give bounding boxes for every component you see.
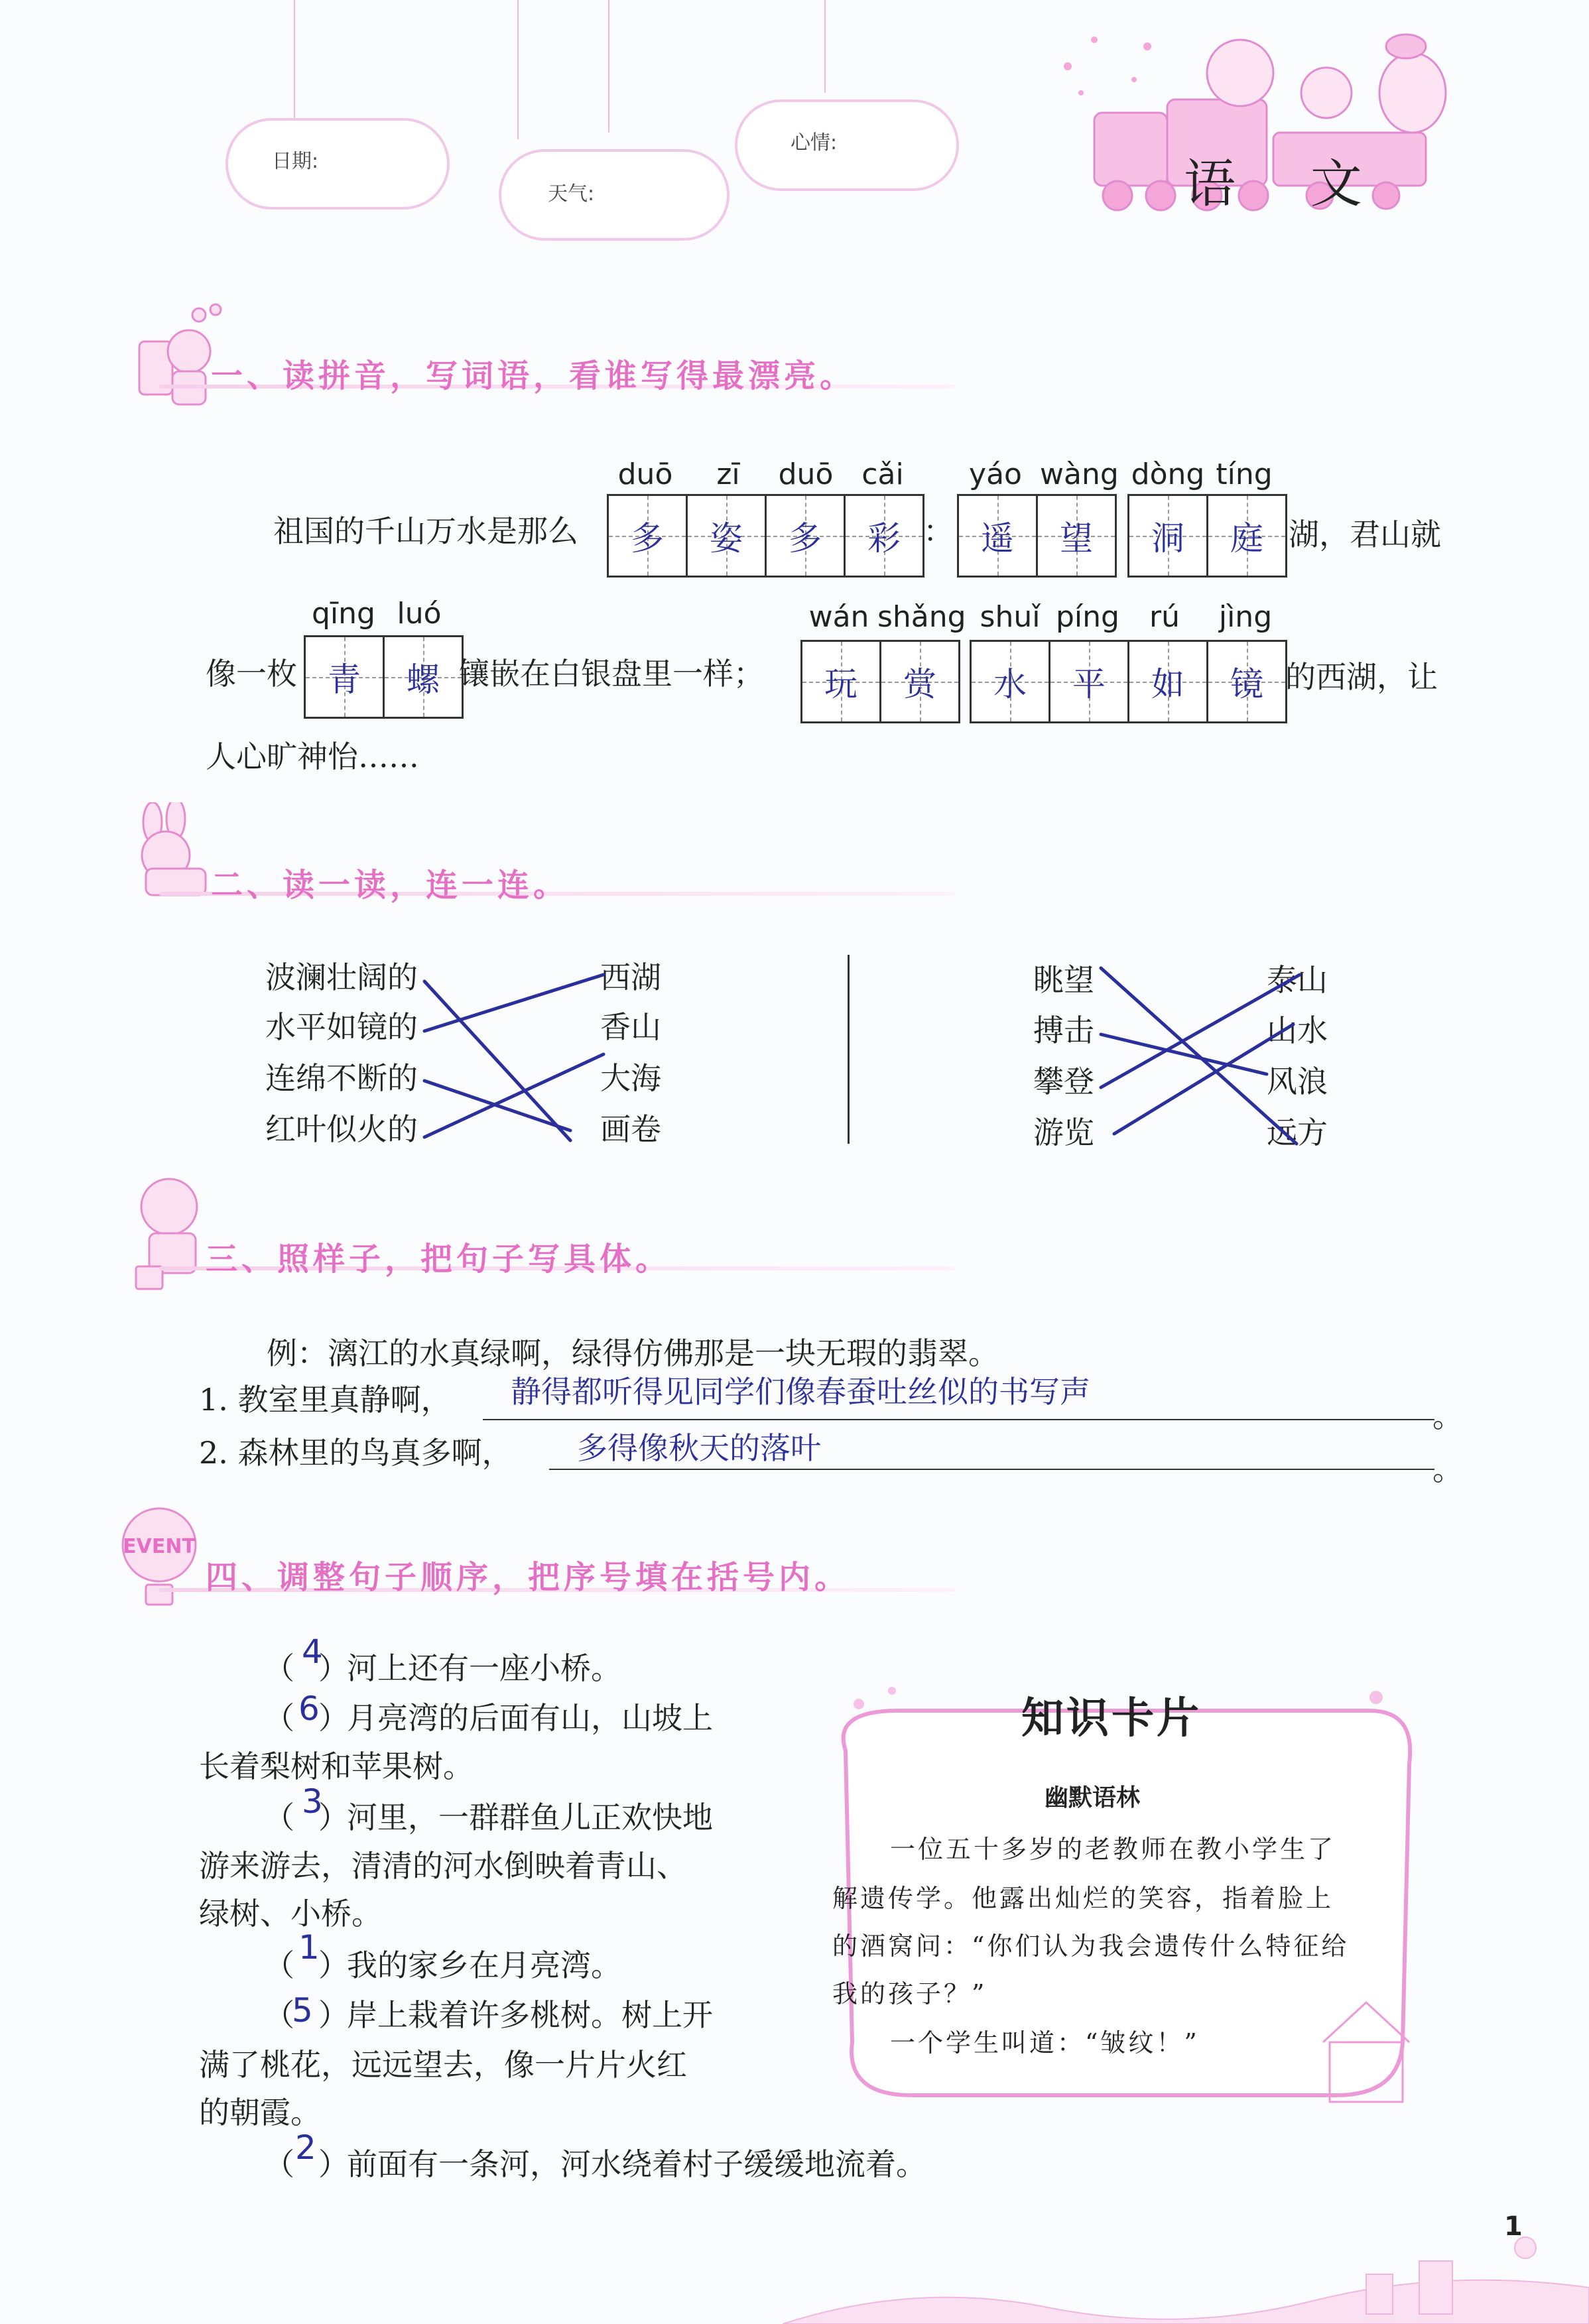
match-right-a[interactable]: 攀登 bbox=[1033, 1064, 1094, 1099]
paren-open: （ bbox=[264, 2146, 294, 2182]
pinyin: duō bbox=[778, 458, 834, 491]
paren-close: ） bbox=[318, 1800, 349, 1835]
order-answer[interactable]: 5 bbox=[292, 1991, 313, 2030]
section4-title: 四、调整句子顺序，把序号填在括号内。 bbox=[206, 1559, 851, 1596]
section1-title: 一、读拼音，写词语，看谁写得最漂亮。 bbox=[211, 357, 856, 395]
order-sentence: 绿树、小桥。 bbox=[199, 1896, 382, 1931]
grid-cell: 多 bbox=[609, 496, 688, 576]
order-answer[interactable]: 4 bbox=[302, 1632, 323, 1671]
card-subtitle: 幽默语林 bbox=[1045, 1784, 1141, 1811]
match-line bbox=[424, 981, 570, 1140]
q1-line3: 人心旷神怡…… bbox=[206, 739, 419, 774]
order-answer[interactable]: 1 bbox=[298, 1928, 320, 1967]
page-number: 1 bbox=[1504, 2211, 1523, 2242]
q1-line1-suffix: 湖，君山就 bbox=[1289, 517, 1441, 552]
match-left-a[interactable]: 水平如镜的 bbox=[265, 1009, 418, 1045]
paren-open: （ bbox=[264, 1700, 294, 1736]
grid-cell: 望 bbox=[1038, 496, 1115, 576]
order-answer[interactable]: 3 bbox=[302, 1782, 323, 1821]
paren-open: （ bbox=[264, 1947, 294, 1983]
pinyin: cǎi bbox=[861, 458, 904, 491]
q1-line2-suffix: 的西湖，让 bbox=[1285, 659, 1438, 695]
grid-cell: 如 bbox=[1129, 642, 1208, 721]
order-answer[interactable]: 6 bbox=[298, 1689, 320, 1728]
grid-cell: 姿 bbox=[688, 496, 767, 576]
match-line bbox=[1101, 975, 1300, 1087]
pinyin: qīng bbox=[312, 597, 375, 631]
card-line: 的酒窝问：“你们认为我会遗传什么特征给 bbox=[832, 1931, 1350, 1961]
order-sentence: 满了桃花，远远望去，像一片片火红 bbox=[199, 2047, 687, 2083]
footer-decoration bbox=[783, 2208, 1589, 2324]
match-right-a[interactable]: 眺望 bbox=[1033, 962, 1094, 998]
mood-label: 心情: bbox=[791, 131, 838, 154]
answer-line bbox=[549, 1469, 1434, 1470]
pinyin: wán bbox=[808, 600, 869, 634]
paren-close: ） bbox=[318, 1997, 349, 2033]
grid-cell: 彩 bbox=[846, 496, 922, 576]
order-sentence: 游来游去，清清的河水倒映着青山、 bbox=[199, 1848, 687, 1884]
q1-colon: ： bbox=[923, 513, 954, 549]
grid-cell: 玩 bbox=[802, 642, 881, 721]
match-right-a[interactable]: 游览 bbox=[1033, 1115, 1094, 1150]
match-line bbox=[424, 975, 604, 1031]
grid-cell: 青 bbox=[306, 637, 385, 717]
match-left-b[interactable]: 西湖 bbox=[600, 959, 661, 995]
match-right-b[interactable]: 风浪 bbox=[1267, 1064, 1328, 1099]
grid-cell: 镜 bbox=[1208, 642, 1285, 721]
section2-title: 二、读一读，连一连。 bbox=[211, 867, 570, 904]
weather-label: 天气: bbox=[548, 182, 595, 206]
date-label: 日期: bbox=[272, 150, 319, 173]
pinyin: zī bbox=[716, 458, 740, 491]
pinyin: wàng bbox=[1040, 458, 1119, 491]
order-sentence: 河里，一群群鱼儿正欢快地 bbox=[347, 1800, 713, 1835]
paren-open: （ bbox=[264, 1650, 294, 1686]
order-sentence: 的朝霞。 bbox=[199, 2095, 321, 2130]
match-right-b[interactable]: 远方 bbox=[1267, 1115, 1328, 1150]
grid-cell: 庭 bbox=[1208, 496, 1285, 576]
match-line bbox=[424, 1081, 570, 1131]
order-sentence: 月亮湾的后面有山，山坡上 bbox=[347, 1700, 713, 1736]
match-left-b[interactable]: 香山 bbox=[600, 1009, 661, 1045]
card-line: 一个学生叫道：“皱纹！” bbox=[890, 2028, 1200, 2057]
pinyin: shǎng bbox=[877, 600, 966, 634]
paren-open: （ bbox=[264, 1800, 294, 1835]
order-sentence: 长着梨树和苹果树。 bbox=[199, 1748, 474, 1784]
pinyin: dòng bbox=[1131, 458, 1205, 491]
order-sentence: 岸上栽着许多桃树。树上开 bbox=[347, 1997, 713, 2033]
svg-text:EVENT: EVENT bbox=[123, 1535, 196, 1558]
q3-period: 。 bbox=[1432, 1451, 1463, 1487]
paren-close: ） bbox=[318, 2146, 349, 2182]
match-right-a[interactable]: 搏击 bbox=[1033, 1012, 1094, 1048]
grid-cell: 洞 bbox=[1129, 496, 1208, 576]
q1-line2-mid: 镶嵌在白银盘里一样； bbox=[459, 656, 764, 692]
grid-cell: 平 bbox=[1050, 642, 1129, 721]
paren-close: ） bbox=[318, 1947, 349, 1983]
q3-item1-answer[interactable]: 静得都听得见同学们像春蚕吐丝似的书写声 bbox=[511, 1374, 1090, 1410]
order-sentence: 前面有一条河，河水绕着村子缓缓地流着。 bbox=[347, 2146, 926, 2182]
match-left-a[interactable]: 波澜壮阔的 bbox=[265, 959, 418, 995]
subject-title: 语 文 bbox=[1184, 154, 1391, 214]
q1-line2-prefix: 像一枚 bbox=[206, 656, 297, 692]
order-sentence: 我的家乡在月亮湾。 bbox=[347, 1947, 621, 1983]
q1-line1-prefix: 祖国的千山万水是那么 bbox=[273, 513, 578, 549]
grid-cell: 水 bbox=[972, 642, 1050, 721]
q3-item2-answer[interactable]: 多得像秋天的落叶 bbox=[577, 1430, 821, 1466]
card-line: 我的孩子？” bbox=[832, 1979, 987, 2008]
grid-cell: 遥 bbox=[959, 496, 1038, 576]
paren-close: ） bbox=[318, 1700, 349, 1736]
pinyin: duō bbox=[617, 458, 673, 491]
card-title: 知识卡片 bbox=[1021, 1694, 1202, 1743]
order-answer[interactable]: 2 bbox=[295, 2128, 316, 2167]
match-line bbox=[424, 1054, 604, 1137]
event-balloon-icon bbox=[119, 1505, 206, 1611]
match-left-b[interactable]: 大海 bbox=[600, 1060, 661, 1096]
match-left-a[interactable]: 连绵不断的 bbox=[265, 1060, 418, 1096]
q3-example: 例：漓江的水真绿啊，绿得仿佛那是一块无瑕的翡翠。 bbox=[267, 1335, 999, 1371]
match-right-b[interactable]: 山水 bbox=[1267, 1012, 1328, 1048]
pinyin: yáo bbox=[969, 458, 1022, 491]
pinyin: jìng bbox=[1218, 600, 1273, 634]
match-left-a[interactable]: 红叶似火的 bbox=[265, 1111, 418, 1147]
pinyin: tíng bbox=[1216, 458, 1273, 491]
grid-cell: 螺 bbox=[385, 637, 462, 717]
paren-close: ） bbox=[318, 1650, 349, 1686]
paren-open: （ bbox=[264, 1997, 294, 2033]
pinyin: rú bbox=[1149, 600, 1180, 634]
order-sentence: 河上还有一座小桥。 bbox=[347, 1650, 621, 1686]
answer-line bbox=[483, 1419, 1434, 1420]
section3-title: 三、照样子，把句子写具体。 bbox=[206, 1241, 672, 1278]
pinyin: shuǐ bbox=[980, 600, 1041, 634]
q3-item1-prefix: 1. 教室里真静啊， bbox=[199, 1382, 452, 1418]
card-line: 一位五十多岁的老教师在教小学生了 bbox=[890, 1835, 1336, 1864]
match-left-b[interactable]: 画卷 bbox=[600, 1111, 661, 1147]
q3-item2-prefix: 2. 森林里的鸟真多啊， bbox=[199, 1435, 513, 1471]
match-right-b[interactable]: 泰山 bbox=[1267, 962, 1328, 998]
pinyin: luó bbox=[397, 597, 442, 631]
pinyin: píng bbox=[1056, 600, 1119, 634]
grid-cell: 赏 bbox=[881, 642, 958, 721]
q3-period: 。 bbox=[1432, 1398, 1463, 1434]
grid-cell: 多 bbox=[767, 496, 846, 576]
card-line: 解遗传学。他露出灿烂的笑容，指着脸上 bbox=[832, 1884, 1334, 1913]
